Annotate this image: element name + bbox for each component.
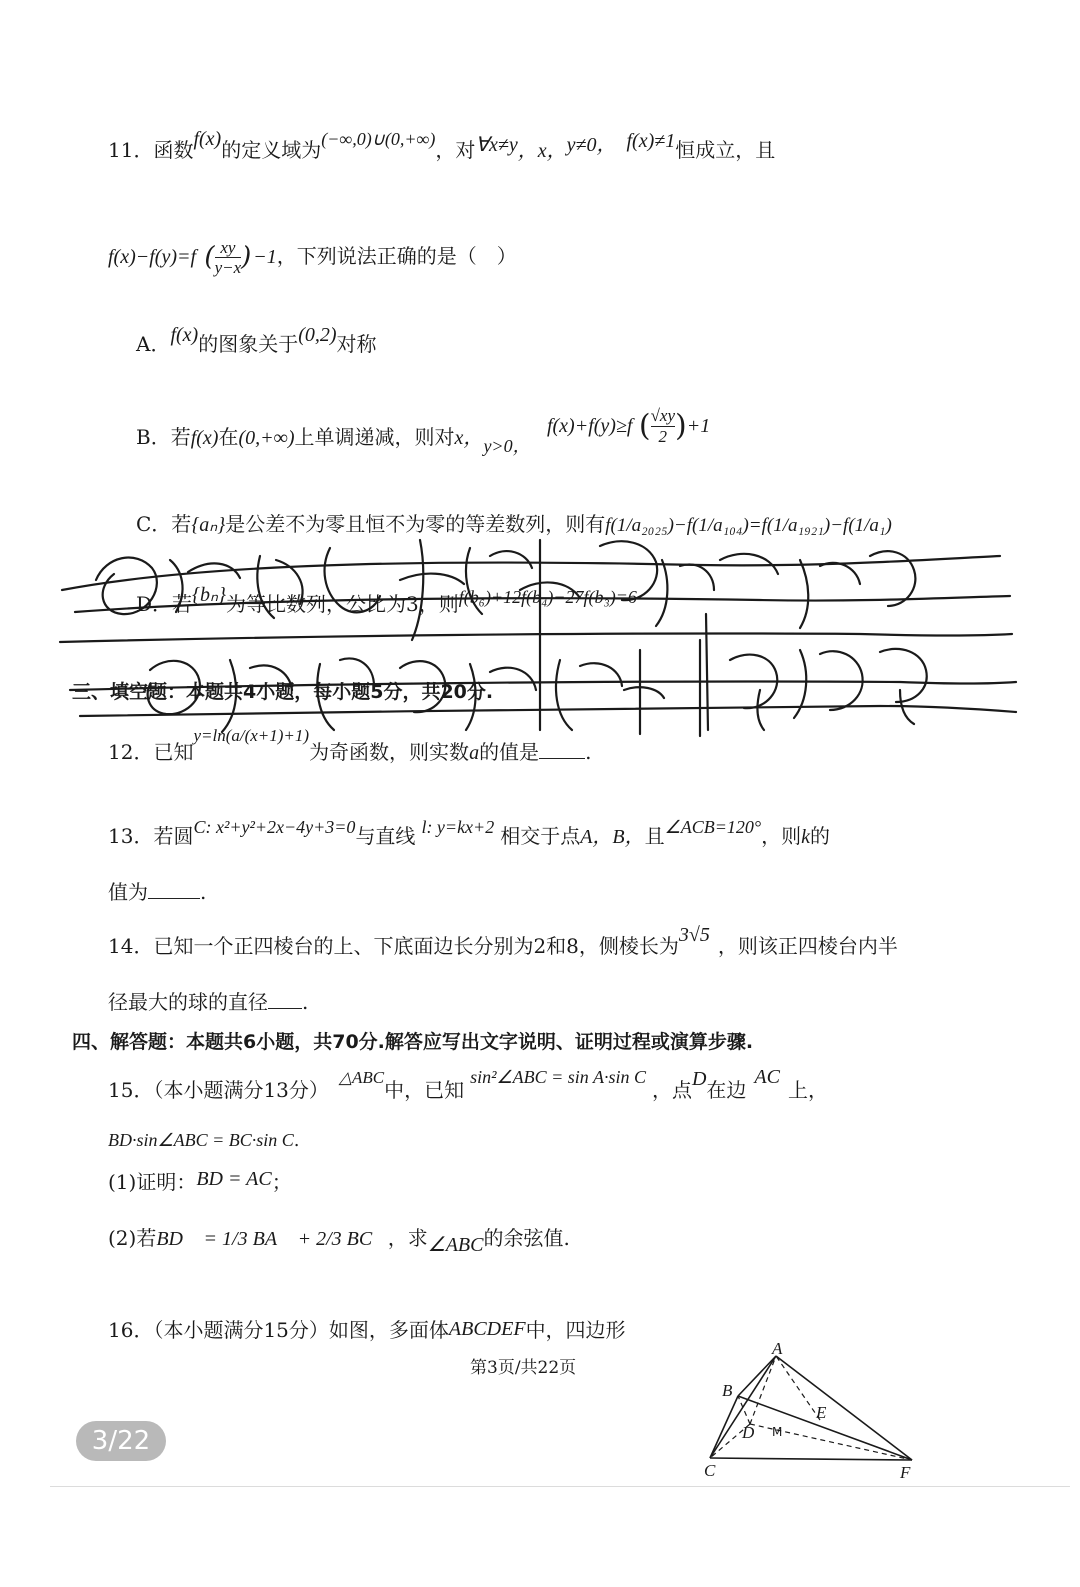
- q12-formula: y=ln(a/(x+1)+1): [193, 726, 310, 745]
- q12-answer-blank[interactable]: [539, 740, 585, 759]
- q14-line2: [108, 990, 308, 1014]
- page-indicator[interactable]: 3/22: [76, 1421, 166, 1461]
- q15-part1-formula: BD = AC: [196, 1168, 272, 1190]
- q16-line1: [108, 1318, 626, 1343]
- option-b-label: B．若: [136, 425, 191, 449]
- q15-part1-end: ；: [271, 1170, 292, 1194]
- q15-line2: [108, 1128, 300, 1153]
- q11-eq-frac: ( $\frac{xy}{y-x}$ ): [204, 238, 252, 277]
- q15-AC: AC: [754, 1066, 780, 1088]
- q11-domain: (−∞,0)∪(0,+∞): [321, 129, 436, 149]
- q15-cond2-end: .: [293, 1130, 300, 1151]
- option-c-formula: f(1/a₂₀₂₅)−f(1/a₁₀₄)=f(1/a₁₉₂₁)−f(1/a₁): [605, 515, 892, 536]
- q11-line1: [108, 128, 776, 163]
- q15-D: D: [691, 1068, 707, 1090]
- q13-end: .: [200, 880, 207, 904]
- polyhedron-figure: [690, 1340, 930, 1490]
- option-b-text1: 在: [218, 425, 239, 449]
- option-a-fx: f(x): [170, 324, 199, 346]
- q11-yne0: y≠0，: [566, 134, 617, 156]
- option-a-label: A．: [136, 332, 171, 356]
- page-footer: 第3页/共22页: [470, 1358, 577, 1378]
- q13-angle: ∠ACB=120°: [664, 817, 762, 837]
- q11-frac-num: xy: [215, 238, 242, 258]
- option-a-point: (0,2): [298, 324, 337, 346]
- q15-text1: 中，已知: [384, 1078, 465, 1102]
- q12-end: .: [585, 740, 592, 764]
- q15-line1: [108, 1066, 828, 1104]
- q14-text: 14．已知一个正四棱台的上、下底面边长分别为2和8，侧棱长为: [108, 934, 679, 958]
- q15-text2: ，点: [651, 1078, 692, 1102]
- option-d-text: 为等比数列，公比为3，则: [226, 592, 459, 616]
- q13-line2-text: 值为: [108, 880, 148, 904]
- q15-part2-formula: BD⃗ = 1/3 BA⃗ + 2/3 BC⃗: [156, 1228, 388, 1250]
- q15-part2-angle: ∠ABC: [427, 1234, 484, 1256]
- option-c-text: 是公差不为零且恒不为零的等差数列，则有: [225, 512, 606, 536]
- option-b-fx: f(x): [190, 427, 219, 449]
- option-b-frac-num: √xy: [650, 406, 675, 425]
- q15-part1-label: (1)证明：: [108, 1170, 197, 1194]
- section-3-title: 三、填空题：本题共4小题，每小题5分，共20分.: [72, 681, 494, 703]
- q16-text: 中，四边形: [525, 1318, 626, 1342]
- q15-triangle: △ABC: [338, 1068, 385, 1087]
- q15-part2: [108, 1226, 570, 1256]
- label-M: M: [772, 1425, 783, 1439]
- q14-tail: ，则该正四棱台内半: [717, 934, 898, 958]
- q13-points: A，B，: [580, 826, 645, 848]
- q15-text3: 在边: [706, 1078, 747, 1102]
- q11-fx: f(x): [193, 128, 222, 150]
- q15-part2-text: ，求: [387, 1226, 428, 1250]
- option-c-seq: {aₙ}: [191, 514, 226, 536]
- q15-part2-label: (2)若: [108, 1226, 157, 1250]
- label-A: A: [772, 1340, 783, 1358]
- q16-polyhedron: ABCDEF: [448, 1318, 526, 1340]
- option-b-x: x，: [454, 427, 484, 449]
- q11-eq-rhs: −1: [253, 246, 277, 268]
- label-F: F: [900, 1463, 911, 1482]
- q15-part1: [108, 1170, 292, 1195]
- q13-number: 13．若圆: [108, 824, 194, 848]
- q15-condition2: BD·sin∠ABC = BC·sin C: [108, 1130, 294, 1150]
- edge-AB: [738, 1356, 776, 1396]
- q13-line1: [108, 817, 831, 849]
- q13-answer-blank[interactable]: [148, 880, 200, 899]
- q13-line: l: y=kx+2: [421, 817, 495, 837]
- q13-circle: C: x²+y²+2x−4y+3=0: [193, 817, 356, 837]
- q11-number: 11．函数: [108, 138, 194, 162]
- q12: [108, 726, 592, 766]
- edge-AF: [776, 1356, 912, 1460]
- option-d-label: D．若: [136, 592, 193, 616]
- q11-forall: ∀x≠y: [475, 134, 518, 156]
- q16-number: 16．（本小题满分15分）如图，多面体: [108, 1318, 449, 1342]
- label-E: E: [816, 1403, 827, 1422]
- option-d-formula: f(b₆)+12f(b₄)−27f(b₃)=6: [458, 587, 637, 607]
- q15-text4: 上，: [787, 1078, 828, 1102]
- label-D: D: [742, 1423, 755, 1442]
- edge-AE: [776, 1356, 820, 1420]
- option-b-frac-den: 2: [658, 427, 668, 446]
- option-b-text2: 上单调递减，则对: [294, 425, 455, 449]
- q11-option-a: [136, 324, 377, 357]
- option-c-label: C．若: [136, 512, 192, 536]
- option-b-plus1: +1: [686, 415, 711, 437]
- q14-line1: [108, 924, 898, 959]
- q14-edge: 3√5: [678, 924, 710, 946]
- q15-part2-end: 的余弦值.: [483, 1226, 570, 1250]
- q11-eq-lhs: f(x)−f(y)=f: [108, 246, 197, 268]
- q11-text: ，对: [435, 138, 476, 162]
- q12-number: 12．已知: [108, 740, 194, 764]
- edge-CF: [710, 1458, 912, 1460]
- q11-option-d: [136, 584, 637, 617]
- option-a-text1: 的图象关于: [198, 332, 299, 356]
- edge-BC: [710, 1396, 738, 1458]
- q13-text5: 的: [810, 824, 831, 848]
- option-d-seq: {bₙ}: [192, 584, 227, 606]
- q14-answer-blank[interactable]: [268, 990, 302, 1009]
- q15-number: 15．（本小题满分13分）: [108, 1078, 329, 1102]
- q11-x: ，x，: [517, 140, 567, 162]
- q12-text: 为奇函数，则实数: [309, 740, 470, 764]
- section-4-title: 四、解答题：本题共6小题，共70分.解答应写出文字说明、证明过程或演算步骤.: [72, 1031, 754, 1053]
- q14-end: .: [302, 990, 309, 1014]
- label-B: B: [722, 1381, 733, 1400]
- q13-text4: ，则: [761, 824, 802, 848]
- q11-tail: 恒成立，且: [675, 138, 776, 162]
- q15-condition: sin²∠ABC = sin A·sin C: [470, 1067, 646, 1087]
- q11-line2-tail: ，下列说法正确的是（ ）: [276, 244, 517, 268]
- q13-k: k: [801, 826, 811, 848]
- option-b-ygt0: y>0，: [483, 436, 531, 456]
- q11-fxne1: f(x)≠1: [626, 130, 676, 152]
- q13-text1: 与直线: [355, 824, 416, 848]
- q14-line2-text: 径最大的球的直径: [108, 990, 268, 1014]
- q11-option-b: [136, 406, 711, 459]
- q13-text3: 且: [644, 824, 665, 848]
- q11-domain-text: 的定义域为: [221, 138, 322, 162]
- q13-text2: 相交于点: [500, 824, 581, 848]
- q12-tail: 的值是: [479, 740, 540, 764]
- q12-a: a: [469, 742, 480, 764]
- label-C: C: [704, 1461, 716, 1480]
- q11-line2: [108, 238, 517, 277]
- option-a-text2: 对称: [336, 332, 377, 356]
- q11-option-c: [136, 512, 892, 538]
- option-b-ineq: f(x)+f(y)≥f: [546, 415, 633, 437]
- option-b-frac: ( $\frac{√xy}{2}$ ): [638, 406, 687, 446]
- option-b-interval: (0,+∞): [238, 427, 295, 449]
- q13-line2: [108, 880, 206, 904]
- q11-frac-den: y−x: [214, 258, 242, 277]
